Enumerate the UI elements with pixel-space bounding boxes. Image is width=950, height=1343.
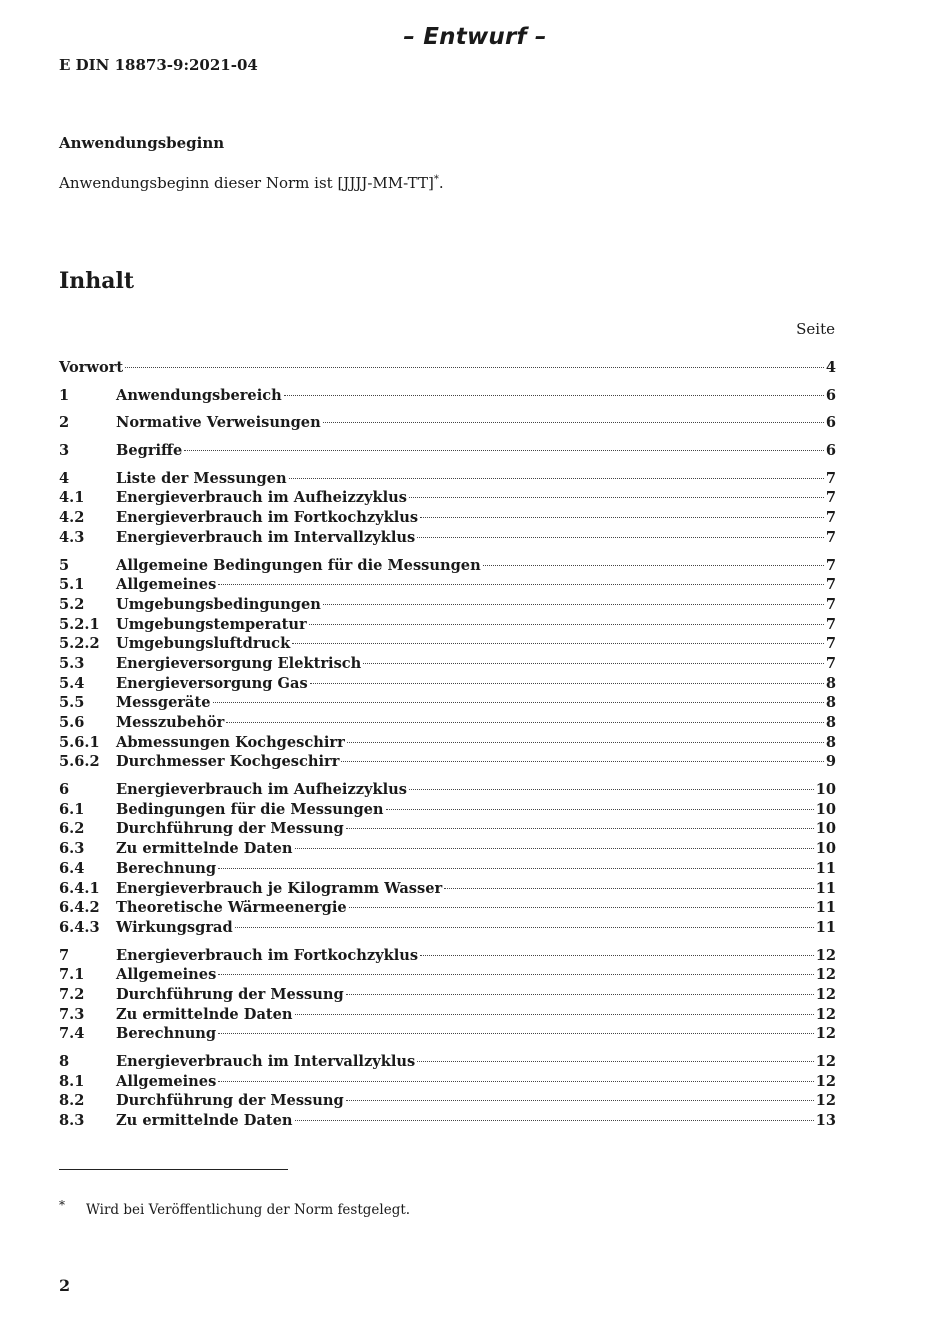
toc-leader-dots: [184, 444, 824, 451]
toc-entry-title: Energieverbrauch im Aufheizzyklus: [116, 781, 407, 799]
toc-entry-number: 7.2: [59, 985, 85, 1003]
toc-entry-number: 5.6.2: [59, 753, 100, 771]
toc-entry-title: Theoretische Wärmeenergie: [116, 899, 347, 917]
toc-entry-number: 8: [59, 1053, 70, 1070]
toc-entry-number: 5.6.1: [59, 733, 100, 751]
toc-entry-number: 6.4: [59, 859, 85, 877]
toc-leader-dots: [218, 578, 824, 585]
toc-entry[interactable]: [59, 733, 836, 753]
toc-entry-title: Durchmesser Kochgeschirr: [116, 753, 340, 771]
toc-entry[interactable]: [59, 615, 836, 635]
toc-entry-title: Wirkungsgrad: [116, 918, 233, 936]
toc-group: [59, 386, 836, 406]
toc-entry-number: 5.4: [59, 674, 85, 692]
toc-entry-number: 1: [59, 386, 70, 404]
toc-leader-dots: [417, 1055, 813, 1062]
anwendungsbeginn-text: [59, 174, 444, 192]
toc-entry[interactable]: [59, 1111, 836, 1131]
toc-entry-title: Messzubehör: [116, 714, 225, 731]
toc-entry-number: 5.3: [59, 654, 85, 672]
toc-entry-page: 7: [825, 509, 836, 527]
toc-entry-title: Vorwort: [59, 359, 124, 376]
toc-entry[interactable]: [59, 386, 836, 406]
toc-entry-page: 10: [815, 840, 836, 858]
toc-entry-page: 12: [815, 1053, 836, 1070]
toc-entry[interactable]: [59, 674, 836, 694]
toc-entry-title: Durchführung der Messung: [116, 985, 344, 1003]
toc-entry-page: 6: [825, 442, 836, 460]
toc-leader-dots: [213, 696, 824, 703]
toc-leader-dots: [346, 988, 814, 995]
toc-entry-title: Energieverbrauch im Aufheizzyklus: [116, 489, 407, 507]
toc-entry-title: Allgemeines: [116, 576, 217, 594]
toc-entry-number: 6.4.1: [59, 879, 100, 897]
page-number: 2: [59, 1276, 71, 1295]
toc-entry[interactable]: [59, 1091, 836, 1111]
toc-entry-page: 12: [815, 1092, 836, 1110]
toc-entry-number: 6.3: [59, 840, 85, 858]
toc-entry-page: 12: [815, 1025, 836, 1043]
toc-entry[interactable]: [59, 1024, 836, 1044]
toc-entry-title: Begriffe: [116, 442, 183, 460]
toc-leader-dots: [444, 882, 814, 889]
toc-entry[interactable]: [59, 752, 836, 772]
toc-entry-number: 6.4.2: [59, 899, 100, 917]
toc-entry[interactable]: [59, 713, 836, 733]
table-of-contents: [59, 358, 836, 1139]
toc-entry[interactable]: [59, 654, 836, 674]
toc-group: [59, 413, 836, 433]
toc-entry-page: 10: [815, 781, 836, 799]
toc-entry-number: 5.5: [59, 694, 85, 712]
toc-entry-title: Zu ermittelnde Daten: [116, 1005, 293, 1023]
toc-entry-title: Energieverbrauch im Fortkochzyklus: [116, 946, 419, 964]
toc-entry-title: Berechnung: [116, 859, 217, 877]
footnote-mark: *: [59, 1198, 65, 1212]
toc-entry-page: 10: [815, 820, 836, 838]
toc-leader-dots: [295, 842, 814, 849]
toc-entry[interactable]: [59, 898, 836, 918]
toc-entry-number: 4.1: [59, 489, 85, 507]
toc-entry-number: 5: [59, 556, 70, 574]
toc-entry-title: Allgemeines: [116, 966, 217, 984]
anwendungsbeginn-heading: Anwendungsbeginn: [59, 134, 225, 152]
toc-leader-dots: [125, 361, 824, 368]
document-id: E DIN 18873-9:2021-04: [59, 56, 258, 74]
toc-leader-dots: [323, 416, 824, 423]
toc-entry[interactable]: [59, 985, 836, 1005]
toc-entry-page: 7: [825, 615, 836, 633]
toc-entry-title: Energieverbrauch im Intervallzyklus: [116, 528, 416, 546]
toc-entry-page: 12: [815, 966, 836, 984]
sentence-end: .: [438, 174, 444, 192]
toc-leader-dots: [346, 822, 814, 829]
toc-group: [59, 469, 836, 548]
toc-leader-dots: [292, 637, 824, 644]
toc-entry-page: 8: [825, 714, 836, 731]
toc-entry[interactable]: [59, 1052, 836, 1072]
toc-entry-title: Energieversorgung Gas: [116, 674, 308, 692]
toc-leader-dots: [218, 1075, 813, 1082]
toc-entry-page: 12: [815, 1072, 836, 1090]
toc-entry[interactable]: [59, 918, 836, 938]
toc-entry-number: 8.3: [59, 1112, 85, 1130]
toc-entry-number: 5.2: [59, 595, 85, 613]
toc-entry[interactable]: [59, 488, 836, 508]
toc-entry-page: 7: [825, 595, 836, 613]
page-column-label: Seite: [796, 320, 835, 338]
toc-entry-title: Berechnung: [116, 1025, 217, 1043]
toc-group: [59, 1052, 836, 1131]
toc-entry-number: 8.2: [59, 1092, 85, 1110]
toc-entry-title: Anwendungsbereich: [116, 386, 282, 404]
toc-entry[interactable]: [59, 595, 836, 615]
toc-entry-title: Bedingungen für die Messungen: [116, 800, 384, 818]
toc-entry-number: 7.4: [59, 1025, 85, 1043]
toc-entry-title: Allgemeine Bedingungen für die Messungen: [116, 556, 481, 574]
toc-leader-dots: [409, 491, 824, 498]
toc-leader-dots: [295, 1008, 814, 1015]
toc-entry-title: Energieverbrauch im Intervallzyklus: [116, 1053, 416, 1070]
footnote: [59, 1198, 410, 1218]
toc-entry-page: 12: [815, 985, 836, 1003]
toc-entry[interactable]: [59, 528, 836, 548]
toc-entry-page: 7: [825, 654, 836, 672]
toc-leader-dots: [420, 949, 814, 956]
toc-entry-page: 11: [815, 859, 836, 877]
toc-entry-page: 8: [825, 733, 836, 751]
toc-entry[interactable]: [59, 879, 836, 899]
toc-title: Inhalt: [59, 268, 135, 294]
toc-entry[interactable]: [59, 441, 836, 461]
toc-leader-dots: [349, 901, 814, 908]
toc-leader-dots: [289, 472, 824, 479]
toc-entry[interactable]: [59, 800, 836, 820]
toc-leader-dots: [386, 803, 814, 810]
toc-entry-title: Abmessungen Kochgeschirr: [116, 733, 345, 751]
toc-entry-title: Durchführung der Messung: [116, 1092, 344, 1110]
toc-entry[interactable]: [59, 946, 836, 966]
toc-entry-title: Zu ermittelnde Daten: [116, 840, 293, 858]
anwendungsbeginn-sentence: Anwendungsbeginn dieser Norm ist [JJJJ-MM-TT]: [59, 174, 434, 192]
toc-leader-dots: [226, 716, 824, 723]
toc-entry[interactable]: [59, 693, 836, 713]
toc-entry[interactable]: [59, 1072, 836, 1092]
toc-group: [59, 556, 836, 773]
toc-leader-dots: [284, 389, 824, 396]
toc-entry-page: 7: [825, 556, 836, 574]
toc-entry-title: Durchführung der Messung: [116, 820, 344, 838]
toc-entry-page: 11: [815, 899, 836, 917]
toc-entry-title: Umgebungsbedingungen: [116, 595, 321, 613]
toc-entry-number: 2: [59, 414, 70, 432]
toc-entry[interactable]: [59, 556, 836, 576]
toc-leader-dots: [363, 657, 824, 664]
toc-entry[interactable]: [59, 1005, 836, 1025]
toc-entry-title: Allgemeines: [116, 1072, 217, 1090]
toc-leader-dots: [218, 1027, 814, 1034]
toc-group: [59, 358, 836, 378]
toc-entry-page: 6: [825, 414, 836, 432]
footnote-text: Wird bei Veröffentlichung der Norm festgelegt.: [86, 1202, 411, 1218]
toc-entry-number: 7.1: [59, 966, 85, 984]
toc-entry-number: 7: [59, 946, 70, 964]
toc-entry-page: 4: [825, 359, 836, 376]
toc-entry-title: Liste der Messungen: [116, 469, 287, 487]
toc-entry-page: 6: [825, 386, 836, 404]
toc-entry[interactable]: [59, 859, 836, 879]
toc-entry-number: 6.1: [59, 800, 85, 818]
toc-entry-title: Umgebungstemperatur: [116, 615, 307, 633]
toc-entry-page: 7: [825, 489, 836, 507]
draft-label: – Entwurf –: [403, 24, 547, 50]
toc-entry-title: Energieverbrauch im Fortkochzyklus: [116, 509, 419, 527]
toc-entry[interactable]: [59, 358, 836, 378]
toc-entry-page: 13: [815, 1112, 836, 1130]
toc-leader-dots: [295, 1114, 814, 1121]
toc-entry-page: 7: [825, 528, 836, 546]
toc-entry-number: 6.2: [59, 820, 85, 838]
toc-entry[interactable]: [59, 508, 836, 528]
toc-entry[interactable]: [59, 819, 836, 839]
toc-leader-dots: [235, 921, 814, 928]
toc-entry-page: 11: [815, 918, 836, 936]
toc-entry-number: 4.3: [59, 528, 85, 546]
toc-entry-page: 9: [825, 753, 836, 771]
toc-entry-number: 5.2.2: [59, 635, 100, 653]
toc-entry[interactable]: [59, 965, 836, 985]
toc-entry-page: 7: [825, 576, 836, 594]
toc-entry-number: 6: [59, 781, 70, 799]
toc-entry-number: 4: [59, 469, 70, 487]
footnote-separator: [59, 1169, 288, 1170]
toc-entry-page: 12: [815, 1005, 836, 1023]
toc-entry[interactable]: [59, 634, 836, 654]
toc-leader-dots: [409, 783, 814, 790]
toc-leader-dots: [218, 862, 814, 869]
toc-entry-number: 7.3: [59, 1005, 85, 1023]
toc-leader-dots: [309, 618, 824, 625]
toc-leader-dots: [218, 968, 813, 975]
toc-leader-dots: [323, 598, 824, 605]
footnote-reference[interactable]: *: [433, 174, 439, 185]
toc-entry[interactable]: [59, 469, 836, 489]
toc-leader-dots: [346, 1094, 814, 1101]
toc-group: [59, 780, 836, 938]
toc-leader-dots: [310, 677, 824, 684]
toc-leader-dots: [420, 511, 824, 518]
toc-entry-page: 10: [815, 800, 836, 818]
toc-entry-number: 4.2: [59, 509, 85, 527]
toc-entry-title: Energieversorgung Elektrisch: [116, 654, 362, 672]
toc-entry[interactable]: [59, 839, 836, 859]
toc-entry[interactable]: [59, 780, 836, 800]
toc-entry-page: 12: [815, 946, 836, 964]
toc-entry-number: 5.6: [59, 714, 85, 731]
toc-entry-title: Messgeräte: [116, 694, 211, 712]
toc-entry-number: 6.4.3: [59, 918, 100, 936]
toc-leader-dots: [341, 755, 823, 762]
toc-entry-number: 5.1: [59, 576, 85, 594]
toc-entry-number: 3: [59, 442, 70, 460]
toc-entry-page: 11: [815, 879, 836, 897]
toc-group: [59, 946, 836, 1044]
toc-entry[interactable]: [59, 575, 836, 595]
toc-entry-page: 8: [825, 674, 836, 692]
toc-entry[interactable]: [59, 413, 836, 433]
toc-entry-page: 7: [825, 469, 836, 487]
toc-entry-number: 8.1: [59, 1072, 85, 1090]
toc-group: [59, 441, 836, 461]
toc-entry-title: Normative Verweisungen: [116, 414, 321, 432]
toc-entry-page: 7: [825, 635, 836, 653]
toc-entry-title: Zu ermittelnde Daten: [116, 1112, 293, 1130]
toc-entry-page: 8: [825, 694, 836, 712]
toc-leader-dots: [347, 736, 824, 743]
toc-leader-dots: [483, 559, 824, 566]
toc-entry-number: 5.2.1: [59, 615, 100, 633]
toc-leader-dots: [417, 531, 824, 538]
toc-entry-title: Energieverbrauch je Kilogramm Wasser: [116, 879, 443, 897]
toc-entry-title: Umgebungsluftdruck: [116, 635, 291, 653]
